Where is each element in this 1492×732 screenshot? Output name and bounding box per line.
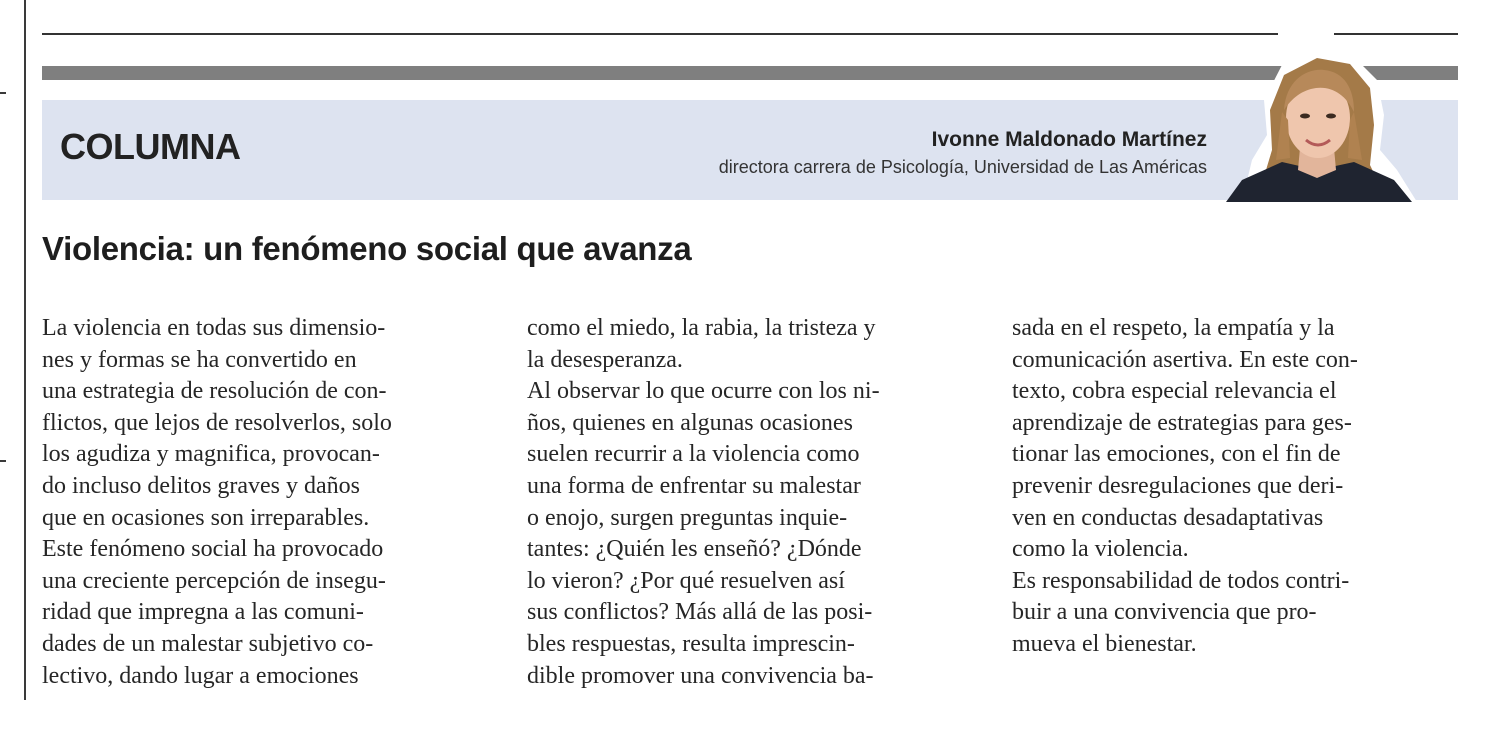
- paragraph: Al observar lo que ocurre con los ni- ños, quienes en algunas ocasiones suelen recurrir a la violencia como una forma de enfrentar su malestar o enojo, surgen preguntas inquie- tantes: ¿Quién les enseñó? ¿Dónde lo vieron? ¿Por qué resuelven así sus conflictos? Más allá de las posi- bles respuestas, resulta imprescin- dible promover una convivencia ba-: [527, 378, 880, 689]
- article-headline: Violencia: un fenómeno social que avanza: [42, 230, 692, 267]
- top-rule-right: [1334, 33, 1458, 35]
- paragraph: La violencia en todas sus dimensio- nes y formas se ha convertido en una estrategia de resolución de con- flictos, que lejos de resolverlos, solo los agudiza y magnifica, provocan- do incluso delitos graves y daños que en ocasiones son irreparables.: [42, 315, 392, 531]
- paragraph: Es responsabilidad de todos contri- buir a una convivencia que pro- mueva el bienestar.: [1012, 567, 1350, 657]
- paragraph: como el miedo, la rabia, la tristeza y la desesperanza.: [527, 315, 876, 373]
- margin-tick: [0, 460, 6, 462]
- author-portrait: [1212, 40, 1422, 202]
- author-name: Ivonne Maldonado Martínez: [931, 128, 1207, 151]
- article-column-2: [527, 313, 987, 692]
- paragraph: sada en el respeto, la empatía y la comunicación asertiva. En este con- texto, cobra especial relevancia el aprendizaje de estrategias para ges- tionar las emociones, con el fin de prevenir desregulaciones que deri- ven en conductas desadaptativas como la violencia.: [1012, 315, 1358, 563]
- left-column-rule: [24, 0, 26, 700]
- article-column-3: [1012, 313, 1472, 661]
- top-rule: [42, 33, 1278, 35]
- article-column-1: [42, 313, 502, 692]
- section-label: COLUMNA: [60, 126, 241, 167]
- margin-tick: [0, 92, 6, 94]
- paragraph: Este fenómeno social ha provocado una creciente percepción de insegu- ridad que impregna a las comuni- dades de un malestar subjetivo co- lectivo, dando lugar a emociones: [42, 536, 386, 689]
- author-role: directora carrera de Psicología, Universidad de Las Américas: [718, 157, 1207, 177]
